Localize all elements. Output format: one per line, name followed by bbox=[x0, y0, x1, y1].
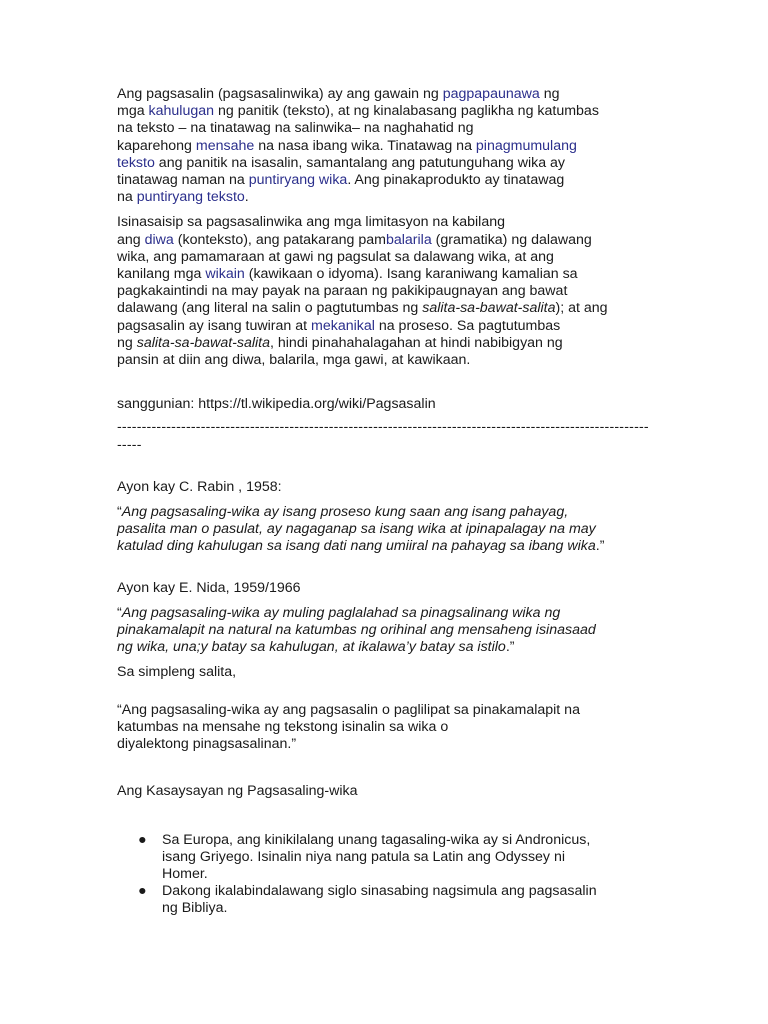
link-balarila[interactable]: balarila bbox=[385, 231, 432, 248]
quote-text: pasalita man o pasulat, ay nagaganap sa isang wika at ipinapalagay na may bbox=[117, 521, 596, 538]
history-list bbox=[117, 832, 657, 918]
text: Homer. bbox=[162, 865, 208, 882]
text: (gramatika) ng dalawang bbox=[431, 231, 592, 248]
quote-mark: .” bbox=[505, 639, 515, 656]
quote-mark: .” bbox=[595, 538, 605, 555]
nida-quote bbox=[117, 605, 657, 657]
text: isang Griyego. Isinalin niya nang patula sa Latin ang Odyssey ni bbox=[162, 848, 566, 865]
quote-text: Ang pagsasaling-wika ay muling paglalahad sa pinagsalinang wika ng bbox=[121, 604, 561, 621]
bullet-icon: ● bbox=[138, 831, 147, 848]
link-kahulugan[interactable]: kahulugan bbox=[148, 103, 215, 120]
link-teksto[interactable]: teksto bbox=[117, 154, 155, 171]
text: , hindi pinahahalagahan at hindi nabibigyan ng bbox=[270, 334, 563, 351]
text: diyalektong pinagsasalinan.” bbox=[117, 736, 297, 753]
text: (kawikaan o idyoma). Isang karaniwang kamalian sa bbox=[244, 266, 578, 283]
text: kanilang mga bbox=[117, 266, 206, 283]
text: ng panitik (teksto), at ng kinalabasang paglikha ng katumbas bbox=[214, 103, 599, 120]
nida-heading: Ayon kay E. Nida, 1959/1966 bbox=[117, 579, 301, 596]
text: “Ang pagsasaling-wika ay ang pagsasalin o paglilipat sa pinakamalapit na bbox=[117, 701, 580, 718]
text: ); at ang bbox=[555, 300, 608, 317]
text: ng bbox=[539, 86, 560, 102]
text: . Ang pinakaprodukto ay tinatawag bbox=[347, 172, 565, 189]
text: ng Bibliya. bbox=[162, 900, 228, 917]
link-pinagmumulang-teksto[interactable]: pinagmumulang bbox=[475, 137, 577, 154]
quote-text: pinakamalapit na natural na katumbas ng orihinal ang mensaheng isinasaad bbox=[117, 622, 596, 639]
bullet-icon: ● bbox=[138, 883, 147, 900]
emphasis: salita-sa-bawat-salita bbox=[422, 300, 556, 317]
text: na nasa ibang wika. Tinatawag na bbox=[254, 137, 476, 154]
source-line: sanggunian: https://tl.wikipedia.org/wiki/Pagsasalin bbox=[117, 396, 436, 413]
text: pagkakaintindi na may payak na paraan ng pakikipaugnayan ang bawat bbox=[117, 283, 568, 300]
text: Ang pagsasalin (pagsasalinwika) ay ang gawain ng bbox=[117, 86, 443, 102]
text: Sa Europa, ang kinikilalang unang tagasaling-wika ay si Andronicus, bbox=[162, 831, 591, 848]
link-puntiryang-teksto[interactable]: puntiryang teksto bbox=[136, 189, 245, 206]
text: ang panitik na isasalin, samantalang ang patutunguhang wika ay bbox=[154, 154, 566, 171]
link-diwa[interactable]: diwa bbox=[144, 231, 174, 248]
text: na bbox=[117, 189, 137, 206]
text: na proseso. Sa pagtutumbas bbox=[374, 317, 561, 334]
text: pansin at diin ang diwa, balarila, mga gawi, at kawikaan. bbox=[117, 352, 471, 369]
quote-mark: “ bbox=[117, 604, 122, 621]
text: ang bbox=[117, 231, 145, 248]
simple-heading: Sa simpleng salita, bbox=[117, 664, 237, 681]
rabin-heading: Ayon kay C. Rabin , 1958: bbox=[117, 478, 282, 495]
list-item bbox=[117, 883, 657, 917]
link-wikain[interactable]: wikain bbox=[205, 266, 245, 283]
text: (konteksto), ang patakarang pam bbox=[173, 231, 386, 248]
text: wika, ang pamamaraan at gawi ng pagsulat sa dalawang wika, at ang bbox=[117, 248, 554, 265]
list-item bbox=[117, 832, 657, 884]
emphasis: salita-sa-bawat-salita bbox=[136, 334, 270, 351]
link-mekanikal[interactable]: mekanikal bbox=[311, 317, 375, 334]
text: na teksto – na tinatawag na salinwika– na naghahatid ng bbox=[117, 120, 474, 137]
link-mensahe[interactable]: mensahe bbox=[195, 137, 255, 154]
text: mga bbox=[117, 103, 149, 120]
quote-text: katulad ding kahulugan sa isang dati nang umiiral na pahayag sa ibang wika bbox=[117, 538, 596, 555]
link-puntiryang-wika[interactable]: puntiryang wika bbox=[248, 172, 348, 189]
text: Dakong ikalabindalawang siglo sinasabing nagsimula ang pagsasalin bbox=[162, 883, 597, 900]
text: . bbox=[244, 189, 249, 206]
text: pagsasalin ay isang tuwiran at bbox=[117, 317, 312, 334]
link-pagpapaunawa[interactable]: pagpapaunawa bbox=[442, 86, 540, 102]
simple-definition bbox=[117, 702, 657, 754]
quote-text: Ang pagsasaling-wika ay isang proseso kung saan ang isang pahayag, bbox=[121, 504, 569, 521]
intro-paragraph bbox=[117, 86, 657, 206]
text: tinatawag naman na bbox=[117, 172, 249, 189]
rabin-quote bbox=[117, 504, 657, 556]
text: katumbas na mensahe ng tekstong isinalin sa wika o bbox=[117, 718, 449, 735]
limitations-paragraph bbox=[117, 214, 657, 369]
text: ng bbox=[117, 334, 137, 351]
text: Isinasaisip sa pagsasalinwika ang mga limitasyon na kabilang bbox=[117, 214, 506, 231]
quote-text: ng wika, una;y batay sa kahulugan, at ikalawa’y batay sa istilo bbox=[117, 639, 506, 656]
quote-mark: “ bbox=[117, 504, 122, 521]
text: kaparehong bbox=[117, 137, 196, 154]
divider-line: ----------------------------------------------------------------------------------------------------------------- bbox=[117, 419, 649, 453]
document-page bbox=[117, 86, 657, 918]
text: dalawang (ang literal na salin o pagtutumbas ng bbox=[117, 300, 423, 317]
history-heading: Ang Kasaysayan ng Pagsasaling-wika bbox=[117, 783, 358, 800]
